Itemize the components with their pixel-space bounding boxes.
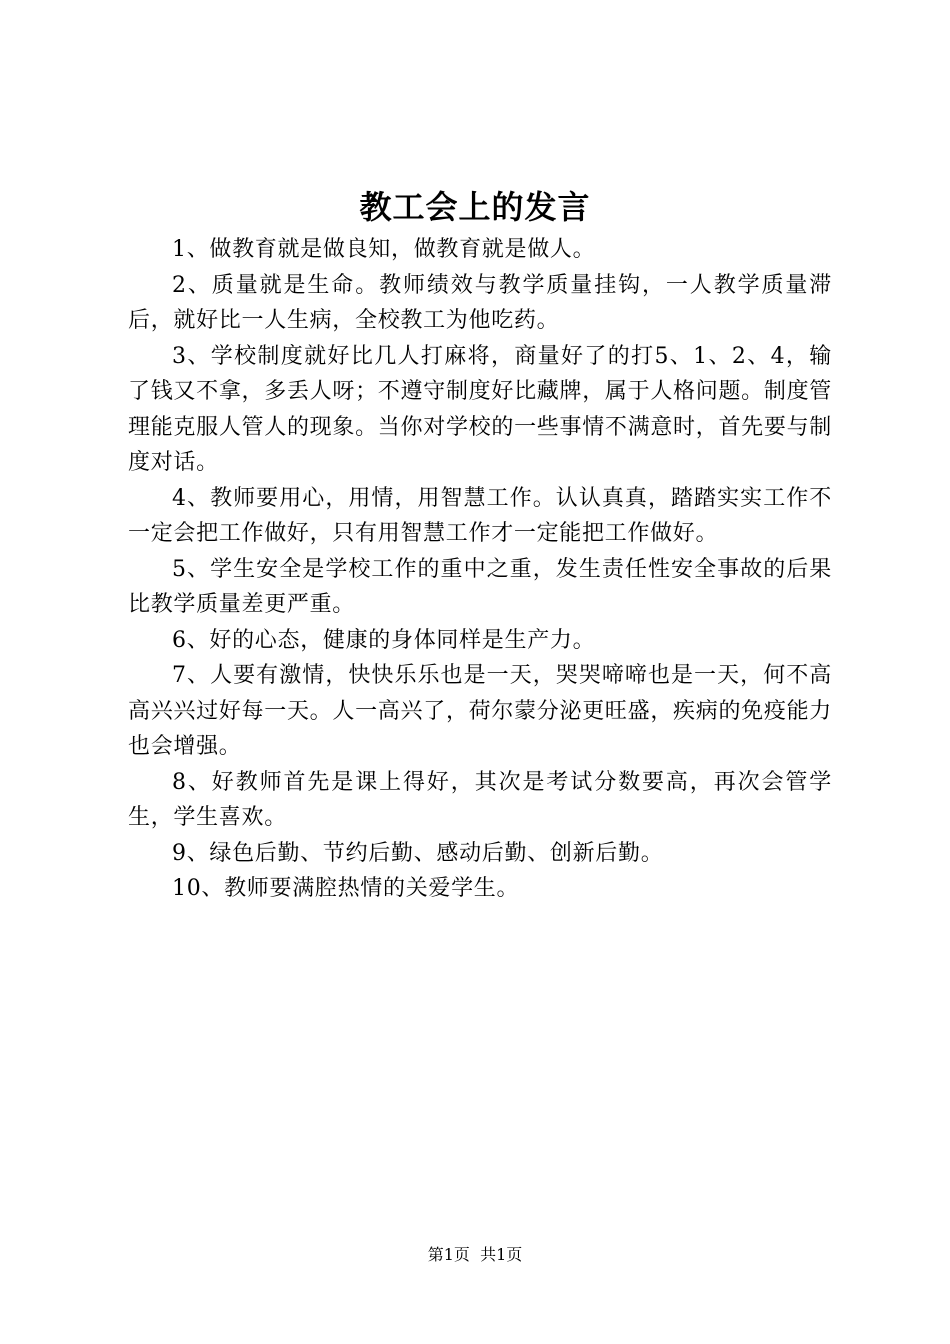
paragraph-1: 1、做教育就是做良知，做教育就是做人。 <box>172 237 596 262</box>
paragraph-10: 10、教师要满腔热情的关爱学生。 <box>172 876 520 901</box>
document-title: 教工会上的发言 <box>359 188 591 226</box>
page-footer <box>0 1243 950 1267</box>
page-number: 第1页 共1页 <box>427 1245 523 1264</box>
paragraph-5: 5、学生安全是学校工作的重中之重，发生责任性安全事故的后果比教学质量差更严重。 <box>128 556 832 617</box>
paragraph-7: 7、人要有激情，快快乐乐也是一天，哭哭啼啼也是一天，何不高高兴兴过好每一天。人一高兴了，荷尔蒙分泌更旺盛，疾病的免疫能力也会增强。 <box>128 663 832 759</box>
paragraph-4: 4、教师要用心，用情，用智慧工作。认认真真，踏踏实实工作不一定会把工作做好，只有用智慧工作才一定能把工作做好。 <box>128 485 832 546</box>
paragraph-2: 2、质量就是生命。教师绩效与教学质量挂钩，一人教学质量滞后，就好比一人生病，全校教工为他吃药。 <box>128 272 832 333</box>
paragraph-8: 8、好教师首先是课上得好，其次是考试分数要高，再次会管学生，学生喜欢。 <box>128 769 832 830</box>
paragraph-6: 6、好的心态，健康的身体同样是生产力。 <box>172 627 596 653</box>
document-body <box>128 232 832 907</box>
paragraph-3: 3、学校制度就好比几人打麻将，商量好了的打5、1、2、4，输了钱又不拿，多丢人呀；不遵守制度好比藏牌，属于人格问题。制度管理能克服人管人的现象。当你对学校的一些事情不满意时，首先要与制度对话。 <box>128 343 832 475</box>
paragraph-9: 9、绿色后勤、节约后勤、感动后勤、创新后勤。 <box>172 840 664 866</box>
